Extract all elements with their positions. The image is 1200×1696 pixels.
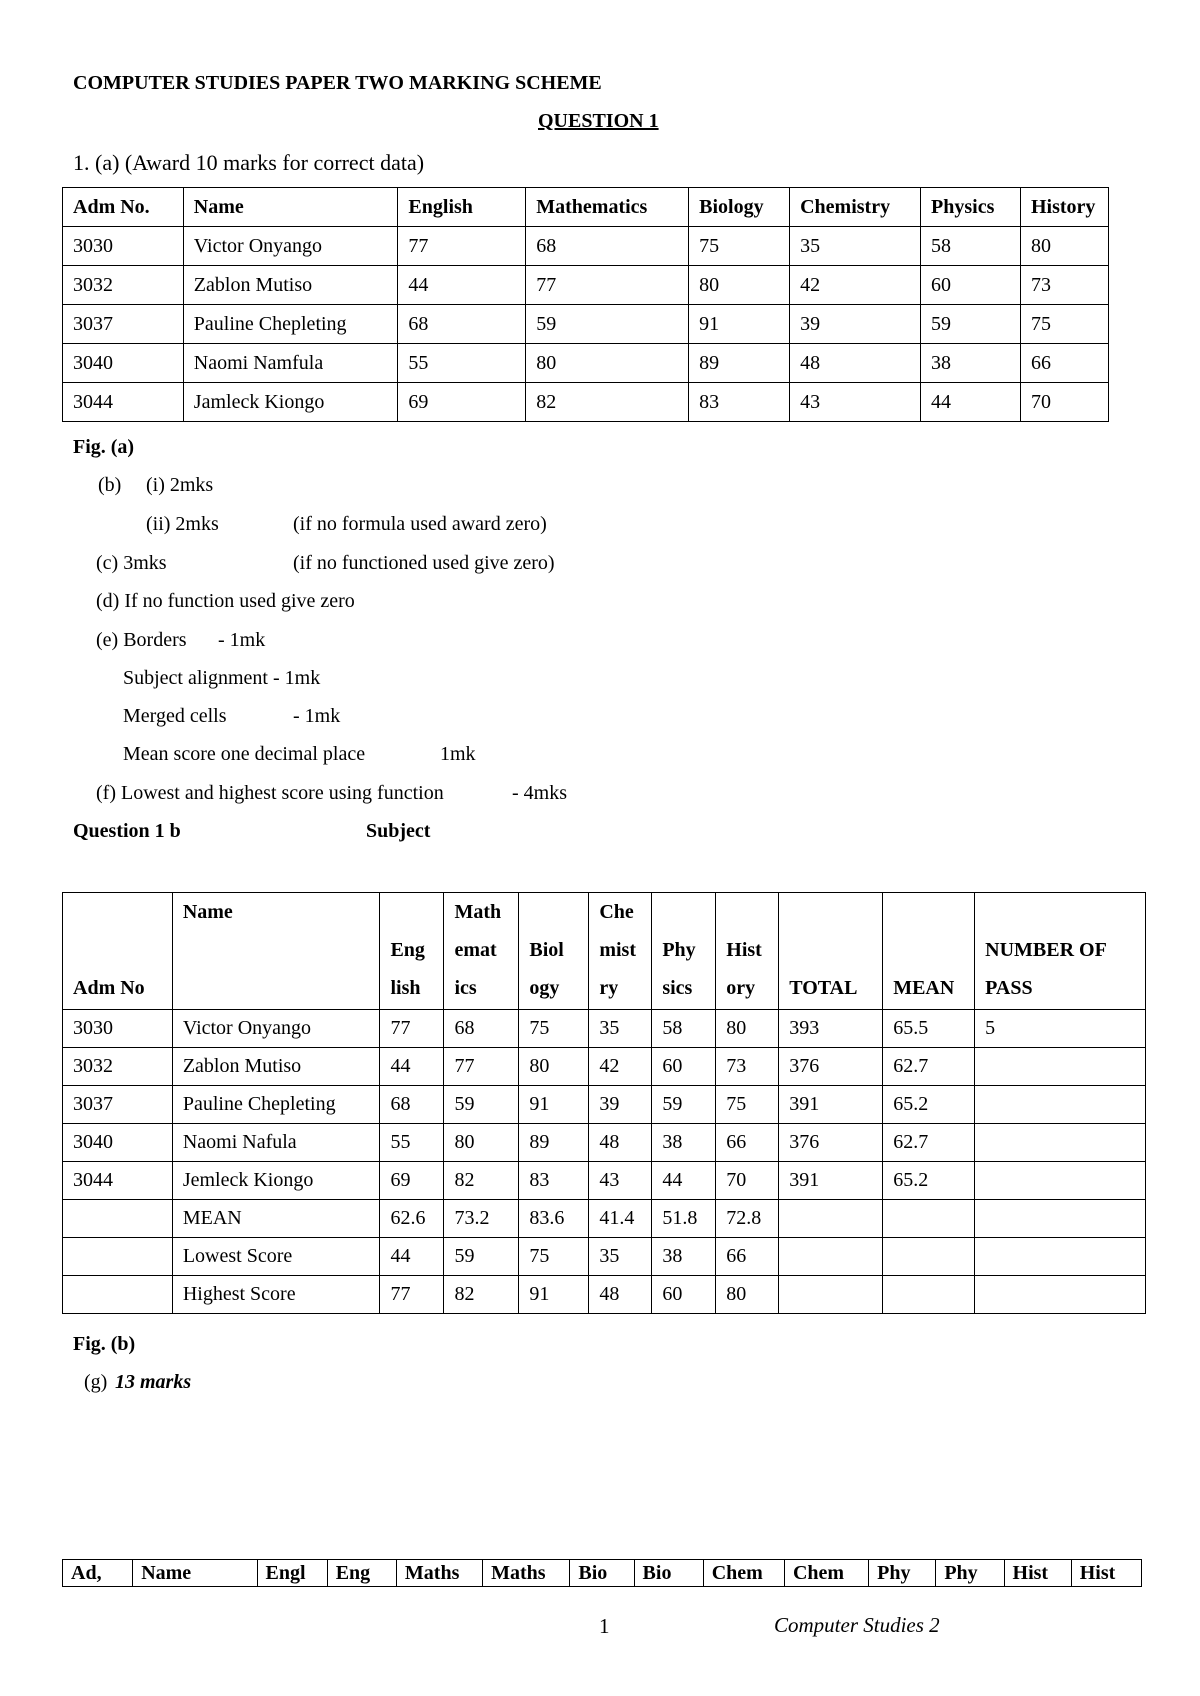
header-line: TOTAL [789, 977, 858, 999]
marks-table-b [62, 892, 1146, 1314]
header-line: Che [599, 901, 634, 923]
header-line: ics [454, 977, 477, 999]
table-cell: Pauline Chepleting [183, 305, 398, 344]
table-cell: 69 [398, 383, 526, 422]
table-cell: 80 [716, 1276, 779, 1314]
table-cell: 35 [589, 1010, 652, 1048]
table-cell: Zablon Mutiso [172, 1048, 380, 1086]
table-cell: 3030 [63, 227, 184, 266]
table-cell: Zablon Mutiso [183, 266, 398, 305]
header-line: lish [390, 977, 421, 999]
table-cell: 3040 [63, 344, 184, 383]
table-cell: 77 [380, 1276, 444, 1314]
table-row [63, 1048, 1146, 1086]
table-cell: 83 [689, 383, 790, 422]
table-cell: 68 [380, 1086, 444, 1124]
g-marks: 13 marks [115, 1371, 192, 1393]
mark-e4-value: 1mk [440, 743, 476, 765]
table-a-header-cell: Physics [921, 188, 1021, 227]
table-cell: 75 [689, 227, 790, 266]
table-cell: 58 [652, 1010, 716, 1048]
table-c-header-cell: Name [133, 1560, 257, 1587]
table-cell: 75 [519, 1238, 589, 1276]
table-cell [975, 1162, 1146, 1200]
header-line: ogy [529, 977, 560, 999]
table-cell: 42 [589, 1048, 652, 1086]
table-a-header-cell: Name [183, 188, 398, 227]
mark-f-label: (f) Lowest and highest score using function [96, 782, 444, 804]
table-cell [779, 1276, 883, 1314]
table-cell: 91 [519, 1086, 589, 1124]
table-cell: 73 [1020, 266, 1108, 305]
header-line: NUMBER OF [985, 939, 1107, 961]
mark-b-label: (b) [98, 474, 122, 496]
table-b-header-cell [589, 893, 652, 1010]
table-cell: 44 [398, 266, 526, 305]
table-c-header-cell: Maths [483, 1560, 570, 1587]
table-cell: 44 [380, 1048, 444, 1086]
mark-e3-label: Merged cells [123, 705, 227, 727]
table-cell: 43 [790, 383, 921, 422]
header-line: Name [182, 901, 233, 923]
table-a-header-cell: English [398, 188, 526, 227]
table-c-header-cell: Phy [869, 1560, 936, 1587]
page-number: 1 [599, 1614, 610, 1638]
table-cell: 48 [790, 344, 921, 383]
table-row [63, 1124, 1146, 1162]
table-b-header-cell [883, 893, 975, 1010]
table-c-header-cell: Maths [396, 1560, 482, 1587]
table-c-header-cell: Hist [1004, 1560, 1071, 1587]
table-cell: 73.2 [444, 1200, 519, 1238]
table-cell: 68 [398, 305, 526, 344]
table-cell: 44 [380, 1238, 444, 1276]
table-cell: MEAN [172, 1200, 380, 1238]
table-cell: 83 [519, 1162, 589, 1200]
table-a-header-cell: Chemistry [790, 188, 921, 227]
table-cell: 44 [652, 1162, 716, 1200]
table-cell: 3044 [63, 383, 184, 422]
table-cell: Victor Onyango [172, 1010, 380, 1048]
header-line: emat [454, 939, 497, 961]
table-cell: 75 [1020, 305, 1108, 344]
table-cell: 62.6 [380, 1200, 444, 1238]
table-a-header-cell: Mathematics [526, 188, 689, 227]
table-cell: 60 [921, 266, 1021, 305]
table-cell: 80 [689, 266, 790, 305]
table-b-header-cell [519, 893, 589, 1010]
table-cell: 73 [716, 1048, 779, 1086]
table-cell: 82 [526, 383, 689, 422]
table-cell: 75 [519, 1010, 589, 1048]
mark-b-i: (i) 2mks [146, 474, 214, 496]
table-a-header-cell: Biology [689, 188, 790, 227]
table-cell: 70 [1020, 383, 1108, 422]
table-cell: 66 [716, 1238, 779, 1276]
header-line: sics [662, 977, 693, 999]
table-cell [975, 1086, 1146, 1124]
mark-e-value: - 1mk [218, 629, 266, 651]
table-cell [63, 1276, 173, 1314]
table-cell: 38 [652, 1124, 716, 1162]
table-cell: 80 [526, 344, 689, 383]
table-cell: 68 [526, 227, 689, 266]
table-cell [779, 1238, 883, 1276]
table-a-header-cell: History [1020, 188, 1108, 227]
table-cell: 80 [716, 1010, 779, 1048]
table-cell: 82 [444, 1162, 519, 1200]
table-cell: 43 [589, 1162, 652, 1200]
mark-e2: Subject alignment - 1mk [123, 667, 321, 689]
table-cell: 55 [398, 344, 526, 383]
table-c-header-cell: Bio [570, 1560, 634, 1587]
table-cell: 68 [444, 1010, 519, 1048]
header-line: Math [454, 901, 502, 923]
table-cell: Victor Onyango [183, 227, 398, 266]
table-cell: 391 [779, 1162, 883, 1200]
table-cell: 35 [589, 1238, 652, 1276]
table-cell: 65.2 [883, 1162, 975, 1200]
table-cell: 39 [790, 305, 921, 344]
table-cell: 89 [519, 1124, 589, 1162]
table-cell: 3040 [63, 1124, 173, 1162]
table-cell: 83.6 [519, 1200, 589, 1238]
table-cell: Naomi Nafula [172, 1124, 380, 1162]
table-cell: 91 [519, 1276, 589, 1314]
table-b-header-cell [652, 893, 716, 1010]
mark-c-note: (if no functioned used give zero) [293, 552, 555, 574]
header-line: Phy [662, 939, 696, 961]
table-row [63, 227, 1109, 266]
table-cell: 38 [652, 1238, 716, 1276]
g-label: (g) [84, 1371, 108, 1393]
table-cell [975, 1048, 1146, 1086]
table-cell: 77 [398, 227, 526, 266]
table-cell: Jamleck Kiongo [183, 383, 398, 422]
table-cell: 77 [526, 266, 689, 305]
table-cell: 59 [444, 1238, 519, 1276]
table-cell [63, 1200, 173, 1238]
table-cell: 80 [1020, 227, 1108, 266]
table-b-header-cell [779, 893, 883, 1010]
header-line: Biol [529, 939, 564, 961]
mark-f-value: - 4mks [512, 782, 567, 804]
table-row [63, 1086, 1146, 1124]
header-line: ory [726, 977, 756, 999]
table-row [63, 1276, 1146, 1314]
table-cell: 3044 [63, 1162, 173, 1200]
header-line: PASS [985, 977, 1033, 999]
mark-c: (c) 3mks [96, 552, 167, 574]
table-cell [779, 1200, 883, 1238]
table-cell: 376 [779, 1124, 883, 1162]
fig-a-caption: Fig. (a) [73, 436, 135, 458]
header-line: Eng [390, 939, 425, 961]
table-cell [883, 1200, 975, 1238]
table-c-header-cell: Bio [634, 1560, 703, 1587]
table-cell: 60 [652, 1276, 716, 1314]
table-cell: 3037 [63, 305, 184, 344]
table-cell [975, 1238, 1146, 1276]
table-cell [975, 1124, 1146, 1162]
table-row [63, 1200, 1146, 1238]
table-cell: 80 [519, 1048, 589, 1086]
table-cell [975, 1276, 1146, 1314]
table-c-header-cell: Ad, [63, 1560, 133, 1587]
table-cell: Pauline Chepleting [172, 1086, 380, 1124]
table-cell: 60 [652, 1048, 716, 1086]
table-cell: 44 [921, 383, 1021, 422]
table-cell: 39 [589, 1086, 652, 1124]
table-c-header-cell: Chem [784, 1560, 868, 1587]
table-c-header-cell: Chem [703, 1560, 784, 1587]
table-cell: 62.7 [883, 1124, 975, 1162]
table-c-header-cell: Engl [257, 1560, 327, 1587]
table-cell: 393 [779, 1010, 883, 1048]
table-cell: 77 [380, 1010, 444, 1048]
question-1b-label: Question 1 b [73, 820, 181, 842]
table-cell: 38 [921, 344, 1021, 383]
table-row [63, 383, 1109, 422]
header-line: ry [599, 977, 619, 999]
mark-b-ii-note: (if no formula used award zero) [293, 513, 547, 535]
table-cell: 48 [589, 1124, 652, 1162]
table-cell: Naomi Namfula [183, 344, 398, 383]
table-b-header-cell [63, 893, 173, 1010]
table-cell: 51.8 [652, 1200, 716, 1238]
table-cell: 41.4 [589, 1200, 652, 1238]
table-cell: 69 [380, 1162, 444, 1200]
table-cell: 58 [921, 227, 1021, 266]
table-cell: 59 [526, 305, 689, 344]
table-cell [975, 1200, 1146, 1238]
table-cell: 75 [716, 1086, 779, 1124]
document-title: COMPUTER STUDIES PAPER TWO MARKING SCHEME [73, 72, 602, 94]
table-cell: 59 [921, 305, 1021, 344]
table-row [63, 1010, 1146, 1048]
table-cell [63, 1238, 173, 1276]
table-cell: Jemleck Kiongo [172, 1162, 380, 1200]
table-cell: 77 [444, 1048, 519, 1086]
header-line: mist [599, 939, 637, 961]
header-line: Adm No [73, 977, 145, 999]
table-cell: 3032 [63, 1048, 173, 1086]
table-b-header-row [63, 893, 1146, 1010]
table-cell: 80 [444, 1124, 519, 1162]
marks-table-c [62, 1559, 1142, 1587]
header-line: Hist [726, 939, 762, 961]
q1a-instruction: 1. (a) (Award 10 marks for correct data) [73, 150, 425, 175]
table-cell: 72.8 [716, 1200, 779, 1238]
table-c-header-row [63, 1560, 1142, 1587]
table-row [63, 1162, 1146, 1200]
table-cell: 376 [779, 1048, 883, 1086]
table-b-header-cell [716, 893, 779, 1010]
table-cell: 91 [689, 305, 790, 344]
table-cell: 391 [779, 1086, 883, 1124]
table-cell: Lowest Score [172, 1238, 380, 1276]
table-cell: 62.7 [883, 1048, 975, 1086]
table-row [63, 1238, 1146, 1276]
table-c-header-cell: Phy [936, 1560, 1004, 1587]
table-cell: 66 [1020, 344, 1108, 383]
table-b-header-cell [380, 893, 444, 1010]
table-cell: 70 [716, 1162, 779, 1200]
table-cell: 82 [444, 1276, 519, 1314]
table-a-header-row [63, 188, 1109, 227]
table-cell: 65.2 [883, 1086, 975, 1124]
table-b-header-cell [172, 893, 380, 1010]
table-cell [883, 1238, 975, 1276]
question-heading: QUESTION 1 [538, 110, 659, 132]
table-cell: 3037 [63, 1086, 173, 1124]
table-cell: 65.5 [883, 1010, 975, 1048]
table-cell: 42 [790, 266, 921, 305]
table-cell [883, 1276, 975, 1314]
mark-e3-value: - 1mk [293, 705, 341, 727]
mark-e-label: (e) Borders [96, 629, 187, 651]
mark-d: (d) If no function used give zero [96, 590, 355, 612]
fig-b-caption: Fig. (b) [73, 1333, 136, 1355]
table-b-header-cell [444, 893, 519, 1010]
table-cell: Highest Score [172, 1276, 380, 1314]
table-cell: 3030 [63, 1010, 173, 1048]
table-c-header-cell: Hist [1071, 1560, 1141, 1587]
table-a-header-cell: Adm No. [63, 188, 184, 227]
subject-label: Subject [366, 820, 431, 842]
table-cell: 89 [689, 344, 790, 383]
table-c-header-cell: Eng [327, 1560, 396, 1587]
table-cell: 59 [444, 1086, 519, 1124]
table-cell: 3032 [63, 266, 184, 305]
mark-e4-label: Mean score one decimal place [123, 743, 366, 765]
table-cell: 5 [975, 1010, 1146, 1048]
table-cell: 35 [790, 227, 921, 266]
table-row [63, 344, 1109, 383]
marks-table-a [62, 187, 1109, 422]
table-b-header-cell [975, 893, 1146, 1010]
table-cell: 66 [716, 1124, 779, 1162]
table-cell: 59 [652, 1086, 716, 1124]
mark-b-ii: (ii) 2mks [146, 513, 219, 535]
table-cell: 55 [380, 1124, 444, 1162]
footer-document-name: Computer Studies 2 [774, 1613, 940, 1637]
table-row [63, 266, 1109, 305]
table-row [63, 305, 1109, 344]
table-cell: 48 [589, 1276, 652, 1314]
header-line: MEAN [893, 977, 955, 999]
